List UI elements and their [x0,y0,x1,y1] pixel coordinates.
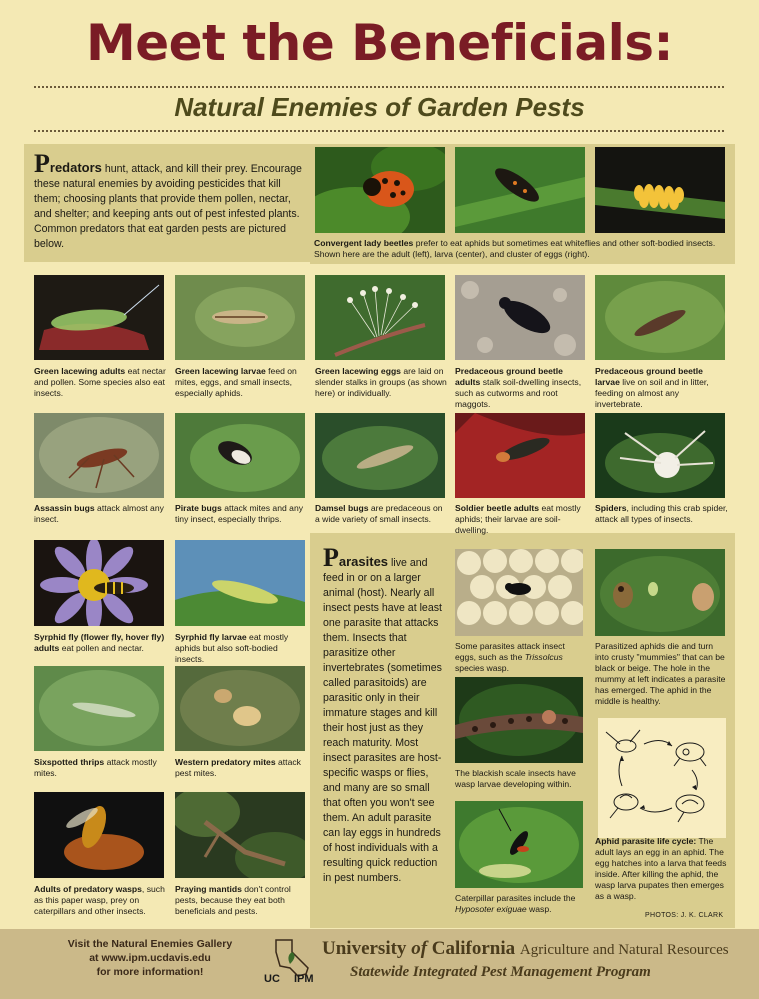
caption-egg-parasite: Some parasites attack insect eggs, such as the Trissolcus species wasp. [455,641,565,673]
photo-lacewing-adult [34,275,164,360]
caption-lady-beetles: Convergent lady beetles prefer to eat aphids but sometimes eat whiteflies and other soft-bodied insects. Shown here are the adult (left), larva (center), and cluster of eggs (right). [314,238,716,259]
caption-damsel-bugs: Damsel bugs are predaceous on a wide variety of small insects. [315,503,443,524]
caption-lacewing-eggs: Green lacewing eggs are laid on slender stalks in groups (as shown here) or individually. [315,366,447,398]
caption-mummies: Parasitized aphids die and turn into crusty "mummies" that can be black or beige. The hole in the mummy at left indicates a parasite has emerged. The aphid in the middle is healthy. [595,641,726,706]
caption-caterpillar: Caterpillar parasites include the Hyposoter exiguae wasp. [455,893,576,914]
gallery-promo [40,937,260,979]
photo-praying-mantid [175,792,305,878]
photo-scale-insects [455,677,583,763]
caption-ground-beetle-larvae: Predaceous ground beetle larvae live on soil and in litter, feeding on almost any invertebrate. [595,366,709,409]
photo-lady-beetle-larva [455,147,585,233]
caption-praying-mantids: Praying mantids don't control pests, because they eat both beneficials and pests. [175,884,291,916]
photo-predatory-mites [175,666,305,751]
caption-predatory-wasps: Adults of predatory wasps, such as this paper wasp, prey on caterpillars and other insects. [34,884,165,916]
photo-lacewing-eggs [315,275,445,360]
caption-predatory-mites: Western predatory mites attack pest mites. [175,757,301,778]
divider [34,86,724,88]
promo-line: Visit the Natural Enemies Gallery [67,938,233,950]
caption-lifecycle: Aphid parasite life cycle: The adult lays an egg in an aphid. The egg hatches into a larva that feeds inside. After killing the aphid, the wasp larva pupates then emerges as a wasp. [595,836,727,901]
gallery-link[interactable]: at www.ipm.ucdavis.edu [89,952,211,964]
promo-line: for more information! [96,966,204,978]
photo-pirate-bug [175,413,305,498]
photo-damsel-bug [315,413,445,498]
intro-text: hunt, attack, and kill their prey. Encourage these natural enemies by avoiding pesticides that kill them; choosing plants that provide them pollen, nectar, and shelter; and keeping ants out of pest infested plants. Common predators that eat garden pests are pictured below. [34,163,302,250]
caption-assassin-bugs: Assassin bugs attack almost any insect. [34,503,164,524]
photo-assassin-bug [34,413,164,498]
dropcap: P [323,543,339,572]
photo-ground-beetle-larva [595,275,725,360]
logo-ipm: IPM [294,973,314,985]
photo-aphid-mummies [595,549,725,636]
divider [34,130,724,132]
caption-syrphid-larvae: Syrphid fly larvae eat mostly aphids but also soft-bodied insects. [175,632,289,664]
photo-lady-beetle-adult [315,147,445,233]
predators-intro [34,149,302,252]
sipm-name: Statewide Integrated Pest Management Program [350,964,651,980]
parasites-text: live and feed in or on a larger animal (host). Nearly all insect pests have at least one parasite that attacks them. Insects that parasitize other invertebrates (sometimes called parasitoids) are parasitic only in their immature stages and kill their host just as they reach maturity. Most insect parasites are host-specific wasps or flies, and many are so small that often you won't see them. An adult parasite can lay eggs in hundreds of host individuals with a resulting quick reduction in pest numbers. [323,557,442,884]
photo-soldier-beetle [455,413,585,498]
uc-anr-name: University of California Agriculture and Natural Resources [322,938,729,959]
photo-syrphid-adult [34,540,164,626]
photo-syrphid-larva [175,540,305,626]
logo-uc: UC [264,973,280,985]
photo-caterpillar-parasite [455,801,583,888]
parasites-intro [323,543,445,886]
photo-ground-beetle-adult [455,275,585,360]
dropcap: P [34,149,50,178]
caption-lacewing-adults: Green lacewing adults eat nectar and pollen. Some species also eat insects. [34,366,166,398]
photo-trissolcus-wasp [455,549,583,636]
photo-credit: PHOTOS: J. K. CLARK [645,912,724,919]
caption-spiders: Spiders, including this crab spider, attack all types of insects. [595,503,728,524]
page-subtitle: Natural Enemies of Garden Pests [174,92,585,122]
caption-soldier-beetles: Soldier beetle adults eat mostly aphids; their larvae are soil-dwelling. [455,503,581,535]
parasites-lead: arasites [338,554,389,569]
photo-sixspotted-thrips [34,666,164,751]
caption-syrphid-adults: Syrphid fly (flower fly, hover fly) adults eat pollen and nectar. [34,632,165,653]
photo-paper-wasp [34,792,164,878]
photo-lady-beetle-eggs [595,147,725,233]
caption-pirate-bugs: Pirate bugs attack mites and any tiny insect, especially thrips. [175,503,304,524]
caption-scale: The blackish scale insects have wasp larvae developing within. [455,768,576,789]
caption-ground-beetle-adults: Predaceous ground beetle adults stalk soil-dwelling insects, such as cutworms and root maggots. [455,366,582,409]
uc-ipm-logo [262,938,318,986]
caption-lacewing-larvae: Green lacewing larvae feed on mites, eggs, and small insects, especially aphids. [175,366,297,398]
photo-lacewing-larva [175,275,305,360]
page-title: Meet the Beneficials: [85,14,674,72]
photo-crab-spider [595,413,725,498]
lifecycle-diagram [600,722,722,834]
caption-thrips: Sixspotted thrips attack mostly mites. [34,757,157,778]
intro-lead: redators [49,160,102,175]
